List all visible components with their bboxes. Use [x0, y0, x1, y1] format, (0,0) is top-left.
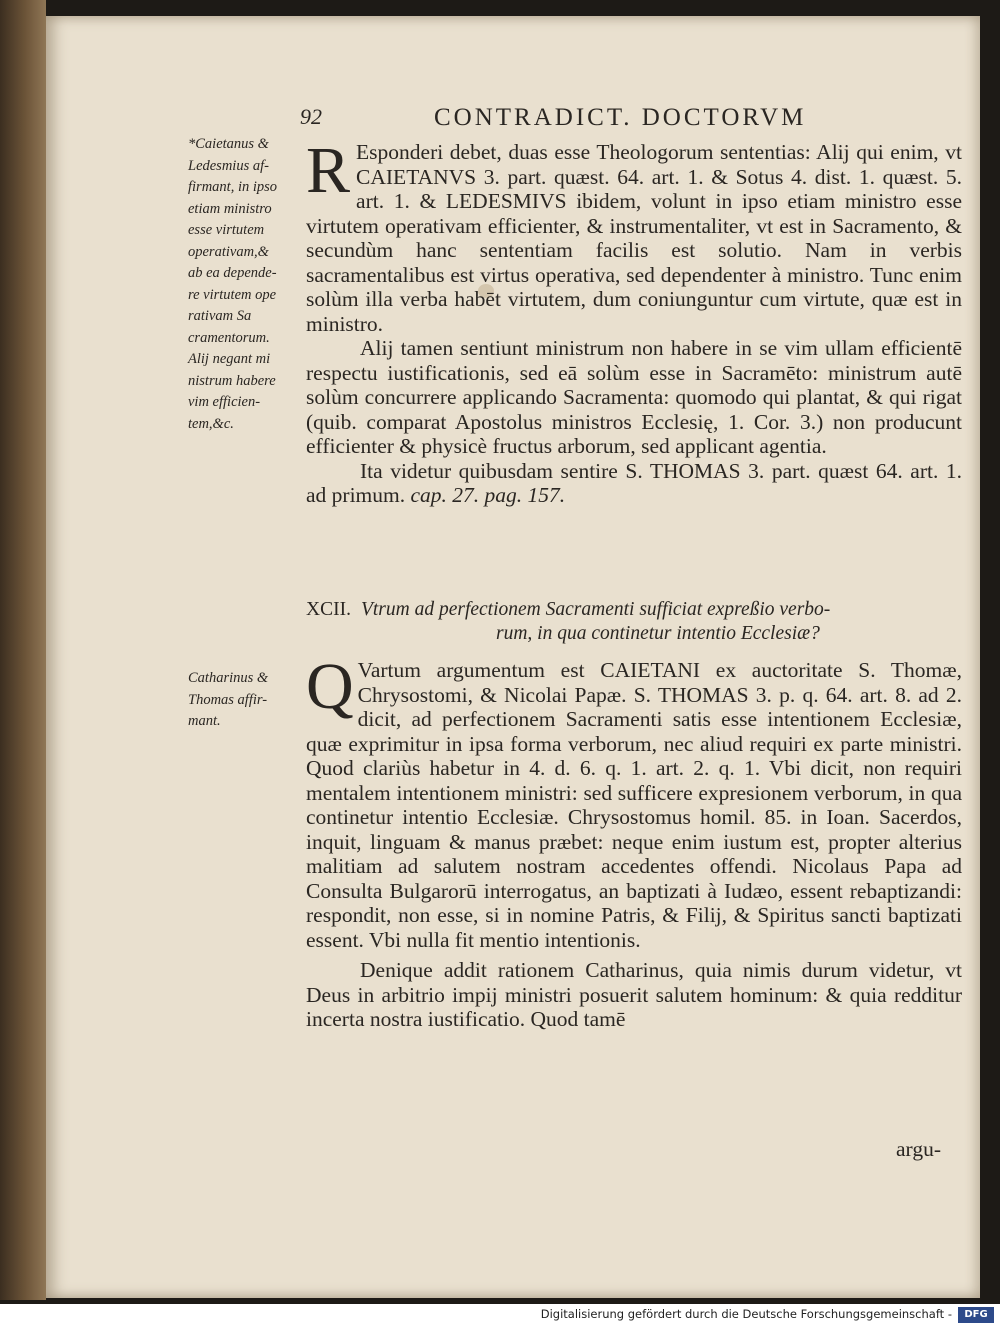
paragraph-text: Esponderi debet, duas esse Theologorum sententias: Alij qui enim, vt CAIETANVS 3. part. quæst. 64. art. 1. & Sotus 4. dist. 1. quæst. 5. art. 1. & LEDESMIVS ibidem, volunt in ipso etiam ministro esse virtutem operativam efficienter, & instrumentaliter, vt est in Sacramento, & secundùm hanc sententiam facilis est solutio. Nam in verbis sacramentalibus est virtus operativa, sed dependenter à ministro. Tunc enim solùm illa verba habēt virtutem, dum coniunguntur cum virtute, quæ est in ministro.: [306, 140, 962, 336]
paragraph-responderi: [306, 134, 962, 336]
margin-note-catharinus: Catharinus & Thomas affir- mant.: [188, 670, 269, 729]
margin-note-caietanus: *Caietanus & Ledesmius af- firmant, in ipso etiam ministro esse virtutem operativam,& ab ea depende- re virtutem ope rativam Sa cramentorum. Alij negant mi nistrum habere vim efficien- tem,&c.: [188, 136, 278, 432]
drop-cap-q: Q: [306, 650, 354, 723]
catchword: argu-: [896, 1137, 941, 1161]
paragraph-denique: Denique addit rationem Catharinus, quia nimis durum videtur, vt Deus in arbitrio impij ministri posuerit salutem hominum: & quia redditur incerta nostra iustificatio. Quod tamē: [306, 958, 962, 1031]
question-number: XCII.: [306, 599, 351, 620]
dfg-logo[interactable]: DFG: [958, 1307, 994, 1323]
drop-cap-r: R: [306, 134, 351, 207]
paragraph-text: Ita videtur quibusdam sentire S. THOMAS 3. part. quæst 64. art. 1. ad primum.: [306, 458, 962, 507]
paragraph-text: Vartum argumentum est CAIETANI ex auctoritate S. Thomæ, Chrysostomi, & Nicolai Papæ. S. THOMAS 3. p. q. 64. art. 8. ad 2. dicit, ad perfectionem Sacramenti satis esse intentionem Ecclesiæ, quæ exprimitur in ipsa forma verborum, nec aliud requiri ex parte ministri. Quod clariùs habetur in 4. d. 6. q. 1. art. 2. q. 1. Vbi dicit, non requiri mentalem intentionem ministri: sed sufficere expresionem verborum, in qua continetur intentio Ecclesiæ. Chrysostomus homil. 85. in Ioan. Sacerdos, inquit, linguam & manus præbet: neque enim iustum est, propter alterius malitiam ad salutem nostram accedentes offendi. Nicolaus Papa ad Consulta Bulgarorū interrogatus, an baptizati à Iudæo, essent rebaptizandi: respondit, non esse, si in nomine Patris, & Filij, & Spiritus sancti baptizati essent. Vbi nulla fit mentio intentionis.: [306, 658, 962, 952]
section-2-text: [306, 650, 962, 1032]
page-header: [300, 104, 860, 138]
question-line-1: Vtrum ad perfectionem Sacramenti sufficiat expreßio verbo-: [360, 599, 831, 620]
paragraph-ita: [306, 459, 962, 508]
cross-reference: cap. 27. pag. 157.: [410, 483, 566, 507]
paragraph-alij: Alij tamen sentiunt ministrum non habere in se vim ullam efficientē respectu iustificationis, sed eā solùm esse in Sacramēto: ministrum autē solùm concurrere applicando Sacramenta: quomodo qui plantat, & qui rigat (quib. comparat Apostolus ministros Ecclesię, 1. Cor. 3.) non producunt efficienter & physicè fructus arborum, sed applicant agentia.: [306, 336, 962, 458]
page-number: 92: [300, 104, 322, 129]
paragraph-quartum: [306, 650, 962, 952]
book-binding-edge: [0, 0, 46, 1300]
section-1-text: [306, 134, 962, 508]
funding-notice: Digitalisierung gefördert durch die Deutsche Forschungsgemeinschaft -: [540, 1307, 952, 1321]
question-line-2: rum, in qua continetur intentio Ecclesiæ?: [496, 623, 820, 644]
running-title: CONTRADICT. DOCTORVM: [434, 104, 807, 131]
question-heading: [306, 598, 956, 646]
footer-bar: [0, 1304, 1000, 1326]
